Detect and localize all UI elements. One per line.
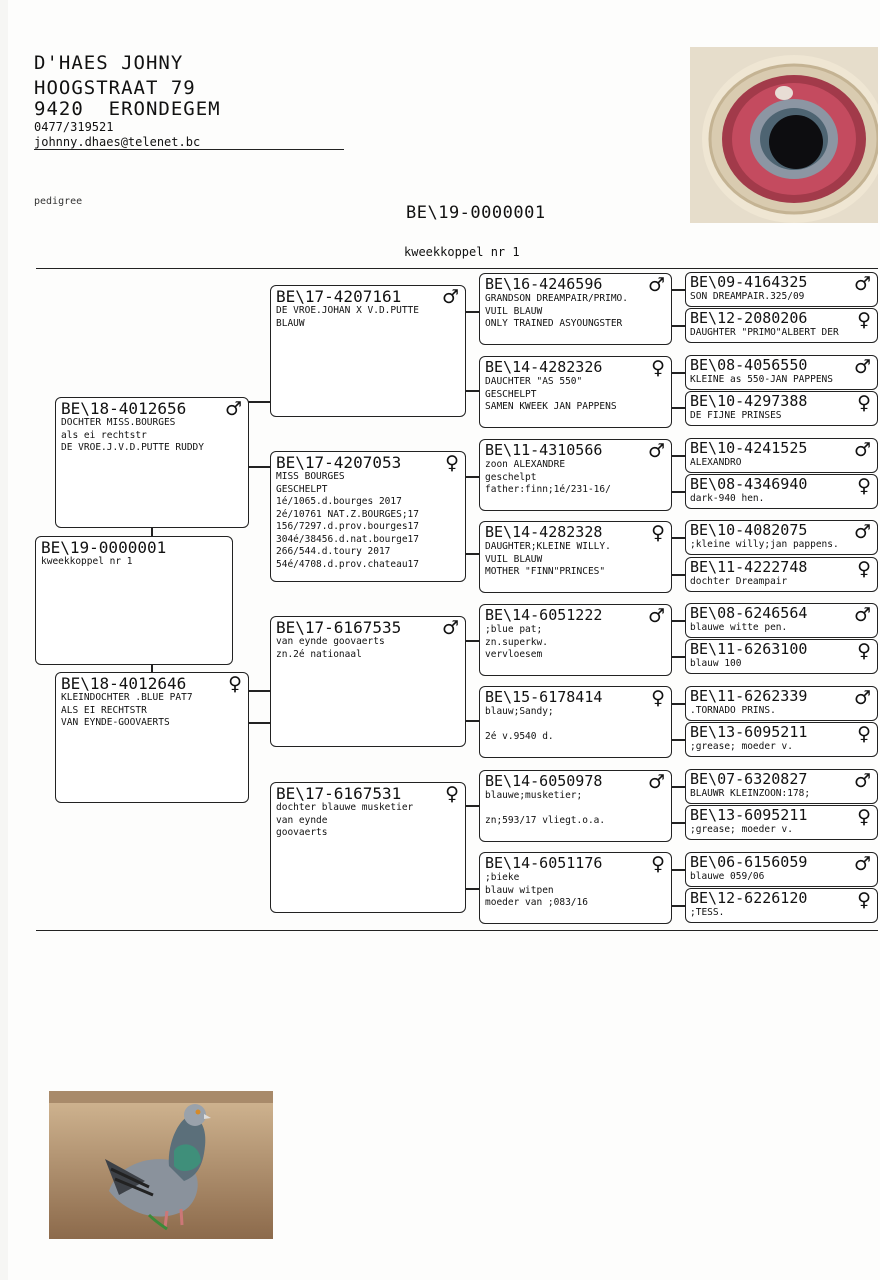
info-line: DE VROE.J.V.D.PUTTE RUDDY [61,442,204,453]
info-line: KLEINE as 550-JAN PAPPENS [690,374,833,385]
connector [465,390,479,392]
info-line: dark-940 hen. [690,493,765,504]
male-icon: ♂ [441,617,459,639]
connector [671,739,685,741]
connector [248,401,270,403]
doc-type-label: pedigree [34,196,83,207]
info-line: 54é/4708.d.prov.chateau17 [276,558,419,570]
grandparent-card[interactable] [270,285,466,417]
connector [671,574,685,576]
connector [671,703,685,705]
info-line [485,803,666,816]
female-icon: ♀ [857,806,871,828]
info-line: kweekkoppel nr 1 [41,556,133,567]
ring-number: BE\14-4282328 [485,523,603,541]
ring-number: BE\17-4207161 [276,287,402,306]
connector [671,656,685,658]
info-line: SON DREAMPAIR.325/09 [690,291,805,302]
ring-number: BE\14-6051176 [485,854,603,872]
connector [671,537,685,539]
connector [248,466,270,468]
grandparent-card[interactable] [270,782,466,913]
ring-number: BE\11-6263100 [690,640,808,658]
female-icon: ♀ [857,558,871,580]
gen4-card[interactable] [685,639,878,674]
gen4-card[interactable] [685,557,878,592]
male-icon: ♂ [647,605,665,627]
info-line: zoon ALEXANDRE [485,459,566,470]
gen4-card[interactable] [685,355,878,390]
info-line: geschelpt [485,471,537,483]
info-line [485,719,666,732]
info-line: 156/7297.d.prov.bourges17 [276,521,419,532]
info-line: BLAUWR KLEINZOON:178; [690,788,811,799]
gen4-card[interactable] [685,852,878,887]
ring-number: BE\06-6156059 [690,853,808,871]
gen4-card[interactable] [685,308,878,343]
gen4-card[interactable] [685,805,878,840]
female-icon: ♀ [857,723,871,745]
info-line: vervloesem [485,649,543,660]
header-underline [34,149,344,150]
female-icon: ♀ [651,357,665,379]
gen4-card[interactable] [685,603,878,638]
ring-number: BE\17-6167531 [276,784,402,803]
info-line: ;blue pat; [485,624,543,635]
ring-number: BE\15-6178414 [485,688,603,706]
ring-number: BE\10-4241525 [690,439,808,457]
female-icon: ♀ [857,392,871,414]
info-line: ALS EI RECHTSTR [61,704,147,716]
info-line: 2é/10761 NAT.Z.BOURGES;17 [276,508,419,520]
info-line: MOTHER "FINN"PRINCES" [485,566,606,577]
connector [671,905,685,907]
connector [671,869,685,871]
male-icon: ♂ [853,356,871,378]
info-line: van eynde [276,814,328,826]
info-line: moeder van ;083/16 [485,897,588,908]
grandparent-card[interactable] [270,451,466,582]
info-line: GESCHELPT [485,388,537,400]
gen4-card[interactable] [685,769,878,804]
owner-street: HOOGSTRAAT 79 [34,77,196,99]
gen4-card[interactable] [685,391,878,426]
ring-number: BE\11-4310566 [485,441,603,459]
info-line: dochter Dreampair [690,576,788,587]
connector [248,690,270,692]
ring-number: BE\18-4012646 [61,674,187,693]
info-line: GRANDSON DREAMPAIR/PRIMO. [485,293,628,304]
dam-card[interactable] [55,672,249,803]
male-icon: ♂ [647,440,665,462]
owner-email: johnny.dhaes@telenet.bc [34,135,201,149]
gen4-card[interactable] [685,686,878,721]
female-icon: ♀ [445,452,459,474]
ring-number: BE\09-4164325 [690,273,808,291]
info-line: blauwe 059/06 [690,871,765,882]
info-line: zn.2é nationaal [276,648,362,660]
ring-number: BE\08-4056550 [690,356,808,374]
connector [465,640,479,642]
ring-number: BE\10-4082075 [690,521,808,539]
ring-number: BE\14-6051222 [485,606,603,624]
info-line: DE VROE.JOHAN X V.D.PUTTE [276,305,419,316]
connector [465,888,479,890]
connector [671,407,685,409]
subtitle: kweekkoppel nr 1 [404,245,520,259]
gen4-card[interactable] [685,888,878,923]
connector [248,722,270,724]
male-icon: ♂ [853,853,871,875]
info-line: ;bieke [485,872,520,883]
info-line: als ei rechtstr [61,429,147,441]
info-line: 304é/38456.d.nat.bourge17 [276,533,419,545]
info-line: ;grease; moeder v. [690,824,793,835]
male-icon: ♂ [853,687,871,709]
info-line: DAUGHTER;KLEINE WILLY. [485,541,611,552]
connector [465,553,479,555]
ring-number: BE\08-6246564 [690,604,808,622]
great-grandparent-card[interactable] [479,439,672,511]
great-grandparent-card[interactable] [479,770,672,842]
info-line: blauw witpen [485,884,554,896]
info-line: VUIL BLAUW [485,305,543,317]
great-grandparent-card[interactable] [479,273,672,345]
ring-number: BE\07-6320827 [690,770,808,788]
ring-number: BE\16-4246596 [485,275,603,293]
male-icon: ♂ [853,439,871,461]
info-line: 2é v.9540 d. [485,731,554,742]
info-line: SAMEN KWEEK JAN PAPPENS [485,401,617,412]
ring-number: BE\17-6167535 [276,618,402,637]
info-line: van eynde goovaerts [276,636,385,647]
info-line: blauwe witte pen. [690,622,788,633]
male-icon: ♂ [853,273,871,295]
info-line: goovaerts [276,827,328,838]
ring-number: BE\18-4012656 [61,399,187,418]
female-icon: ♀ [228,673,242,695]
connector [465,805,479,807]
connector [671,822,685,824]
male-icon: ♂ [224,398,242,420]
male-icon: ♂ [647,771,665,793]
info-line: 266/544.d.toury 2017 [276,546,391,557]
info-line: DE FIJNE PRINSES [690,410,782,421]
info-line: DOCHTER MISS.BOURGES [61,417,176,428]
female-icon: ♀ [857,309,871,331]
connector [671,786,685,788]
pigeon-photo [49,1091,273,1239]
ring-number: BE\17-4207053 [276,453,402,472]
info-line: MISS BOURGES [276,471,345,482]
info-line: DAUGHTER "PRIMO"ALBERT DER [690,327,839,338]
info-line: GESCHELPT [276,483,328,495]
connector [671,325,685,327]
info-line: blauwe;musketier; [485,790,583,801]
ring-number: BE\08-4346940 [690,475,808,493]
bottom-divider [36,930,878,931]
eye-photo [690,47,878,223]
info-line: .TORNADO PRINS. [690,705,776,716]
connector [671,620,685,622]
info-line: ONLY TRAINED ASYOUNGSTER [485,318,623,329]
info-line: DAUCHTER "AS 550" [485,376,583,387]
main-ring-number: BE\19-0000001 [406,203,546,223]
female-icon: ♀ [445,783,459,805]
ring-number: BE\13-6095211 [690,806,808,824]
gen4-card[interactable] [685,438,878,473]
male-icon: ♂ [853,521,871,543]
female-icon: ♀ [857,640,871,662]
info-line: VAN EYNDE-GOOVAERTS [61,717,170,728]
info-line: KLEINDOCHTER .BLUE PAT7 [61,692,193,703]
great-grandparent-card[interactable] [479,521,672,593]
male-icon: ♂ [853,604,871,626]
connector [465,720,479,722]
connector [671,289,685,291]
great-grandparent-card[interactable] [479,686,672,758]
male-icon: ♂ [853,770,871,792]
female-icon: ♀ [857,889,871,911]
info-line: father:finn;1é/231-16/ [485,484,611,495]
ring-number: BE\11-6262339 [690,687,808,705]
great-grandparent-card[interactable] [479,852,672,924]
info-line: blauw;Sandy; [485,706,554,717]
gen4-card[interactable] [685,520,878,555]
female-icon: ♀ [651,687,665,709]
grandparent-card[interactable] [270,616,466,747]
gen4-card[interactable] [685,272,878,307]
info-line: ;TESS. [690,907,725,918]
ring-number: BE\11-4222748 [690,558,808,576]
info-line: ;grease; moeder v. [690,741,793,752]
info-line: 1é/1065.d.bourges 2017 [276,496,402,507]
ring-number: BE\14-6050978 [485,772,603,790]
info-line: ALEXANDRO [690,457,742,468]
info-line: VUIL BLAUW [485,553,543,565]
owner-name: D'HAES JOHNY [34,52,184,74]
owner-city: 9420 ERONDEGEM [34,98,221,120]
female-icon: ♀ [651,853,665,875]
sire-card[interactable] [55,397,249,528]
subject-card[interactable] [35,536,233,665]
ring-number: BE\13-6095211 [690,723,808,741]
top-divider [36,268,878,269]
info-line: blauw 100 [690,658,742,669]
connector [671,491,685,493]
gen4-card[interactable] [685,722,878,757]
info-line: zn.superkw. [485,636,548,648]
ring-number: BE\12-6226120 [690,889,808,907]
male-icon: ♂ [647,274,665,296]
info-line: dochter blauwe musketier [276,802,414,813]
female-icon: ♀ [651,522,665,544]
great-grandparent-card[interactable] [479,604,672,676]
great-grandparent-card[interactable] [479,356,672,428]
connector [671,372,685,374]
ring-number: BE\12-2080206 [690,309,808,327]
connector [465,311,479,313]
info-line: BLAUW [276,317,305,329]
gen4-card[interactable] [685,474,878,509]
ring-number: BE\19-0000001 [41,538,167,557]
owner-phone: 0477/319521 [34,120,114,134]
female-icon: ♀ [857,475,871,497]
info-line: zn;593/17 vliegt.o.a. [485,815,606,826]
connector [465,476,479,478]
ring-number: BE\14-4282326 [485,358,603,376]
ring-number: BE\10-4297388 [690,392,808,410]
connector [671,455,685,457]
info-line: ;kleine willy;jan pappens. [690,539,839,550]
male-icon: ♂ [441,286,459,308]
